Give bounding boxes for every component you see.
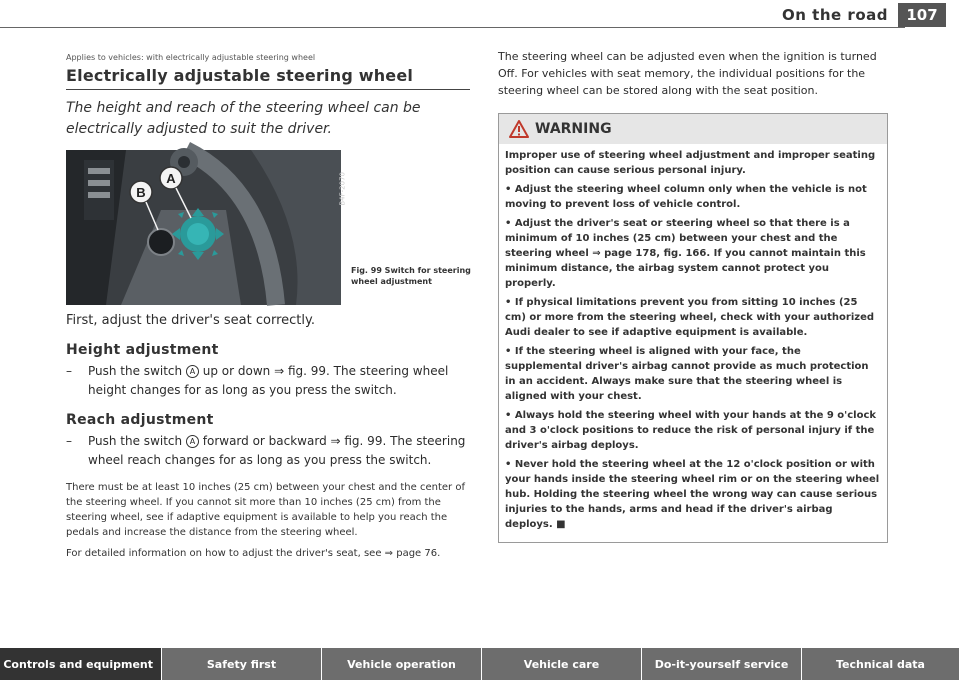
- dash: –: [66, 364, 72, 378]
- footer-tab-diy[interactable]: Do-it-yourself service: [642, 648, 802, 680]
- page-number: 107: [898, 3, 946, 27]
- warning-body: [499, 144, 887, 542]
- warning-item: • If the steering wheel is aligned with your face, the supplemental driver's airbag cannot provide as much protection in an accident. Always make sure that the steering wheel is aligned with your chest.: [505, 346, 869, 402]
- height-step-text: Push the switch A up or down ⇒ fig. 99. The steering wheel height changes for as long as you press the switch.: [88, 364, 449, 397]
- right-column: [498, 48, 888, 543]
- warning-item: • Never hold the steering wheel at the 12 o'clock position or with your hands inside the steering wheel rim or on the steering wheel hub. Holding the steering wheel the wrong way can cause serious injuries to the hands, arms and head if the driver's airbag deploys. ■: [505, 459, 880, 530]
- figure-image: [66, 150, 347, 305]
- switch-a-symbol: A: [186, 435, 199, 448]
- first-step: First, adjust the driver's seat correctly.: [66, 313, 315, 328]
- section-heading: Electrically adjustable steering wheel: [66, 66, 470, 90]
- section-title: On the road: [782, 6, 888, 24]
- footer-tab-care[interactable]: Vehicle care: [482, 648, 642, 680]
- warning-header: [499, 114, 887, 144]
- intro-text: The height and reach of the steering wheel can be electrically adjusted to suit the driver.: [66, 100, 421, 137]
- warning-title: WARNING: [535, 121, 612, 137]
- warning-item: • If physical limitations prevent you from sitting 10 inches (25 cm) or more from the steering wheel, check with your authorized Audi dealer to see if adaptive equipment is available.: [505, 297, 875, 338]
- header-rule: [0, 27, 905, 28]
- distance-note: There must be at least 10 inches (25 cm) between your chest and the center of the steering wheel. If you cannot sit more than 10 inches (25 cm) from the steering wheel, see if adaptive equipment is available to help you reach the pedals and increase the distance from the steering wheel.: [66, 482, 465, 538]
- figure-caption: Fig. 99 Switch for steering wheel adjustment: [351, 266, 471, 286]
- reach-step: [66, 432, 470, 470]
- warning-item: • Adjust the driver's seat or steering wheel so that there is a minimum of 10 inches (25 cm) between your chest and the steering wheel ⇒ page 178, fig. 166. If you cannot maintain this minimum distance, the airbag system cannot protect you properly.: [505, 218, 866, 289]
- warning-item: • Always hold the steering wheel with your hands at the 9 o'clock and 3 o'clock positions to reduce the risk of personal injury if the driver's airbag deploys.: [505, 410, 877, 451]
- left-column: [66, 40, 470, 561]
- reach-heading: Reach adjustment: [66, 412, 214, 428]
- height-step: [66, 362, 470, 400]
- warning-item: • Adjust the steering wheel column only when the vehicle is not moving to prevent loss of vehicle control.: [505, 184, 867, 210]
- switch-a-symbol: A: [186, 365, 199, 378]
- warning-triangle-icon: [509, 120, 529, 138]
- footer-tab-safety[interactable]: Safety first: [162, 648, 322, 680]
- ignition-note: The steering wheel can be adjusted even when the ignition is turned Off. For vehicles with seat memory, the individual positions for the steering wheel can be stored along with the seat position.: [498, 50, 877, 97]
- figure-code: B4F-2070: [339, 172, 347, 206]
- applies-note: Applies to vehicles: with electrically adjustable steering wheel: [66, 53, 316, 62]
- footer-tab-controls[interactable]: Controls and equipment: [0, 648, 162, 680]
- warning-item: Improper use of steering wheel adjustment and improper seating position can cause serious personal injury.: [505, 150, 876, 176]
- figure-label-a: A: [166, 171, 176, 186]
- dash: –: [66, 434, 72, 448]
- steering-switch-illustration: [66, 150, 341, 305]
- height-heading: Height adjustment: [66, 342, 219, 358]
- warning-box: [498, 113, 888, 543]
- footer-tab-operation[interactable]: Vehicle operation: [322, 648, 482, 680]
- reach-step-text: Push the switch A forward or backward ⇒ fig. 99. The steering wheel reach changes for as long as you press the switch.: [88, 434, 466, 467]
- footer-nav: [0, 648, 960, 680]
- seat-reference[interactable]: For detailed information on how to adjust the driver's seat, see ⇒ page 76.: [66, 548, 441, 559]
- footer-tab-technical[interactable]: Technical data: [802, 648, 960, 680]
- figure-label-b: B: [136, 185, 146, 200]
- figure: [66, 150, 470, 308]
